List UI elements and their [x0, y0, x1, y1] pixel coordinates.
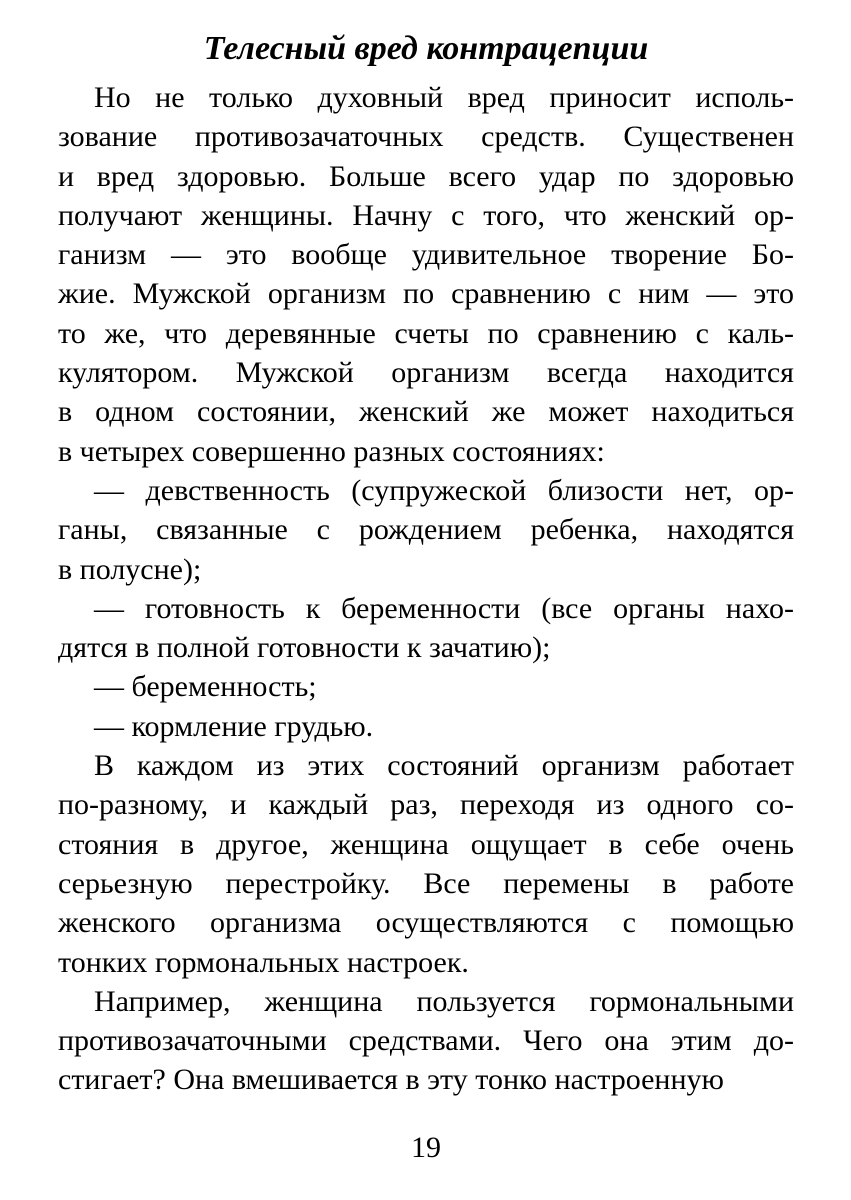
text-line: серьезную перестройку. Все перемены в работе — [58, 866, 794, 900]
text-line: по-разному, и каждый раз, переходя из одного со- — [58, 788, 794, 822]
text-line: ганизм — это вообще удивительное творение Бо- — [58, 238, 794, 272]
page-number: 19 — [411, 1130, 441, 1164]
text-line: в четырех совершенно разных состояниях: — [58, 434, 605, 468]
body-text — [58, 78, 794, 1100]
text-line: кулятором. Мужской организм всегда находится — [58, 356, 794, 390]
paragraph — [58, 667, 794, 706]
paragraph — [58, 471, 794, 589]
text-line: стояния в другое, женщина ощущает в себе очень — [58, 827, 794, 861]
text-line: зование противозачаточных средств. Существенен — [58, 120, 794, 154]
text-line: тонких гормональных настроек. — [58, 945, 469, 979]
text-line: стигает? Она вмешивается в эту тонко настроенную — [58, 1063, 724, 1097]
text-line: жие. Мужской организм по сравнению с ним — это — [58, 277, 794, 311]
text-line: противозачаточными средствами. Чего она этим до- — [58, 1024, 794, 1058]
text-line: Например, женщина пользуется гормональными — [94, 984, 794, 1018]
text-line: и вред здоровью. Больше всего удар по здоровью — [58, 159, 794, 193]
text-line: дятся в полной готовности к зачатию); — [58, 631, 551, 665]
text-line: в полусне); — [58, 552, 202, 586]
paragraph — [58, 707, 794, 746]
text-line: — беременность; — [94, 670, 317, 704]
text-line: получают женщины. Начну с того, что женский ор- — [58, 198, 794, 232]
text-line: Но не только духовный вред приносит исполь- — [94, 81, 794, 114]
text-line: — кормление грудью. — [94, 709, 374, 743]
text-line: — готовность к беременности (все органы нахо- — [94, 591, 794, 625]
paragraph — [58, 78, 794, 471]
paragraph — [58, 982, 794, 1100]
text-line: — девственность (супружеской близости нет, ор- — [94, 473, 794, 507]
page-title: Телесный вред контрацепции — [203, 30, 649, 67]
paragraph — [58, 589, 794, 668]
text-line: ганы, связанные с рождением ребенка, находятся — [58, 513, 794, 547]
text-line: в одном состоянии, женский же может находиться — [58, 395, 794, 429]
text-line: женского организма осуществляются с помощью — [58, 906, 794, 940]
text-line: то же, что деревянные счеты по сравнению с каль- — [58, 316, 794, 350]
paragraph — [58, 746, 794, 982]
text-line: В каждом из этих состояний организм работает — [94, 749, 794, 783]
